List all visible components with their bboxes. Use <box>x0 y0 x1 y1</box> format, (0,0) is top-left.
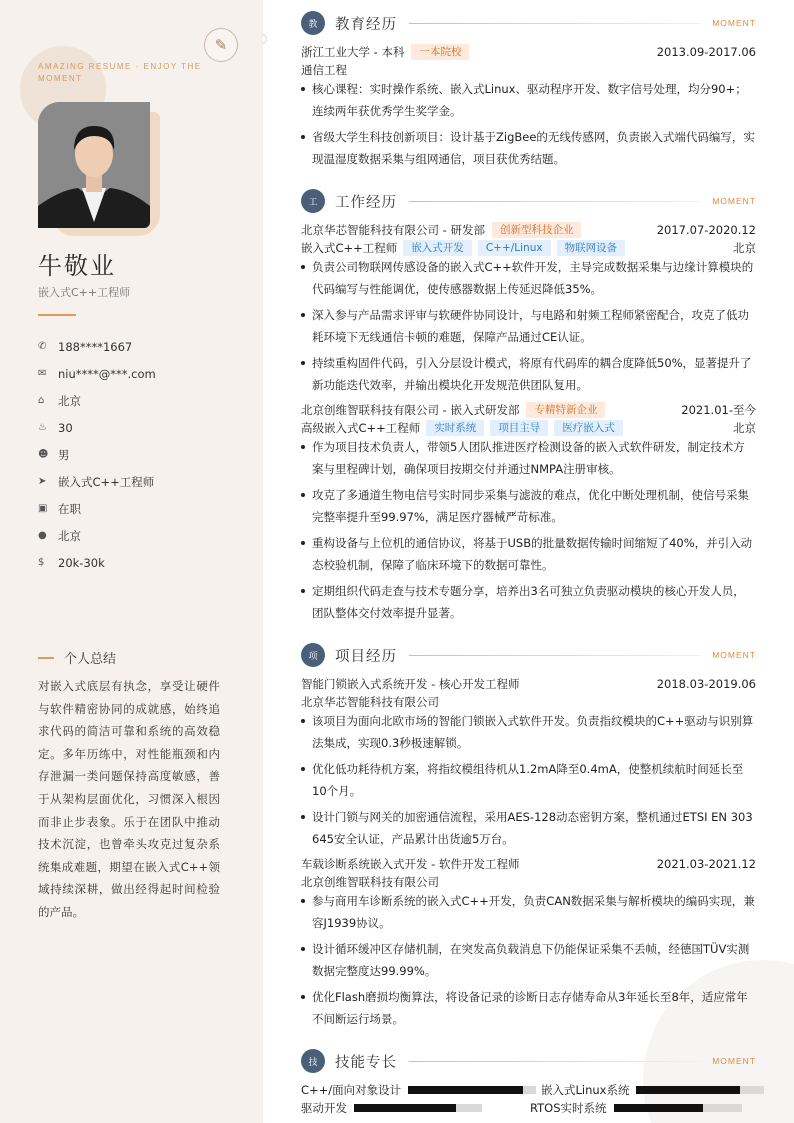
list-item: 攻克了多通道生物电信号实时同步采集与滤波的难点，优化中断处理机制，使信号采集完整率提升至99.97%，满足医疗器械严苛标准。 <box>301 484 756 528</box>
list-item: 该项目为面向北欧市场的智能门锁嵌入式软件开发。负责指纹模块的C++驱动与识别算法集成，实现0.3秒极速解锁。 <box>301 710 756 754</box>
education-bullets <box>301 78 756 174</box>
work-badge: 工 <box>301 189 325 213</box>
skill-level-fill <box>408 1086 523 1094</box>
target-role-value: 嵌入式C++工程师 <box>58 474 155 489</box>
work-section-header <box>301 188 756 214</box>
skill-name: 嵌入式Linux系统 <box>541 1083 630 1097</box>
job-role-row <box>301 419 756 437</box>
section-rule <box>409 201 700 202</box>
candidate-title: 嵌入式C++工程师 <box>38 286 131 299</box>
skills-badge: 技 <box>301 1049 325 1073</box>
project-bullets <box>301 710 756 854</box>
list-item: 重构设备与上位机的通信协议，将基于USB的批量数据传输时间缩短了40%，并引入动态校验机制，保障了临床环境下的数据可靠性。 <box>301 532 756 576</box>
info-phone <box>38 333 156 360</box>
education-date: 2013.09-2017.06 <box>656 45 756 59</box>
resume-tagline: AMAZING RESUME · ENJOY THE MOMENT <box>38 62 202 83</box>
money-icon: $ <box>38 557 45 568</box>
job-role-row <box>301 239 756 257</box>
skill-level-fill <box>614 1104 704 1112</box>
skill-level-bar <box>408 1086 536 1094</box>
job-city: 北京 <box>733 241 756 255</box>
list-item: 深入参与产品需求评审与软硬件协同设计，与电路和射频工程师紧密配合，攻克了低功耗环境下无线通信卡顿的难题，保障产品通过CE认证。 <box>301 304 756 348</box>
info-age <box>38 414 156 441</box>
education-section-header <box>301 10 756 36</box>
skill-name: RTOS实时系统 <box>530 1101 607 1115</box>
info-target-role <box>38 468 156 495</box>
job-city: 北京 <box>733 421 756 435</box>
candidate-name: 牛敬业 <box>38 252 116 280</box>
age-value: 30 <box>58 420 73 435</box>
project-company-row <box>301 873 756 891</box>
skill-level-bar <box>354 1104 482 1112</box>
skill-tag: 嵌入式开发 <box>403 240 472 256</box>
project-name: 智能门锁嵌入式系统开发 - 核心开发工程师 <box>301 677 520 691</box>
list-item: 负责公司物联网传感设备的嵌入式C++软件开发，主导完成数据采集与边缘计算模块的代码编写与性能调优，使传感器数据上传延迟降低35%。 <box>301 256 756 300</box>
moment-label: MOMENT <box>712 196 756 206</box>
skill-name: 驱动开发 <box>301 1101 347 1115</box>
section-rule <box>409 23 700 24</box>
send-icon: ➤ <box>38 476 47 487</box>
skill-level-bar <box>614 1104 742 1112</box>
skill-level-fill <box>636 1086 740 1094</box>
briefcase-icon: ▣ <box>38 503 48 514</box>
school-name: 浙江工业大学 - 本科 <box>301 45 405 59</box>
major: 通信工程 <box>301 63 347 77</box>
skill-tag: 物联网设备 <box>557 240 626 256</box>
list-item: 优化低功耗待机方案，将指纹模组待机从1.2mA降至0.4mA，使整机续航时间延长至10个月。 <box>301 758 756 802</box>
info-email <box>38 360 156 387</box>
list-item: 持续重构固件代码，引入分层设计模式，将原有代码库的耦合度降低50%，显著提升了新功能迭代效率，并输出模块化开发规范供团队复用。 <box>301 352 756 396</box>
job-company-tag: 专精特新企业 <box>526 402 605 418</box>
job-company-row <box>301 221 756 239</box>
skill-tag: 医疗嵌入式 <box>554 420 623 436</box>
residence-value: 北京 <box>58 393 81 408</box>
projects-section-header <box>301 642 756 668</box>
phone-value: 188****1667 <box>58 339 133 354</box>
work-title: 工作经历 <box>335 194 397 211</box>
mail-icon: ✉ <box>38 368 47 379</box>
skill-name: C++/面向对象设计 <box>301 1083 402 1097</box>
job-role: 嵌入式C++工程师 <box>301 241 398 255</box>
contact-info-list <box>38 333 156 576</box>
skill-level-bar <box>636 1086 764 1094</box>
home-icon: ⌂ <box>38 395 45 406</box>
education-major-row <box>301 61 756 79</box>
job-bullets <box>301 256 756 400</box>
moment-label: MOMENT <box>712 18 756 28</box>
project-company: 北京创维智联科技有限公司 <box>301 875 439 889</box>
project-name: 车载诊断系统嵌入式开发 - 软件开发工程师 <box>301 857 520 871</box>
list-item: 设计门锁与网关的加密通信流程，采用AES-128动态密钥方案，整机通过ETSI EN 303 645安全认证，产品累计出货逾5万台。 <box>301 806 756 850</box>
project-company: 北京华芯智能科技有限公司 <box>301 695 439 709</box>
skills-title: 技能专长 <box>335 1054 397 1071</box>
job-date: 2021.01-至今 <box>681 403 756 417</box>
summary-title: 个人总结 <box>64 652 117 667</box>
projects-badge: 项 <box>301 643 325 667</box>
summary-heading <box>38 648 116 667</box>
job-company-tag: 创新型科技企业 <box>492 222 582 238</box>
list-item: 定期组织代码走查与技术专题分享，培养出3名可独立负责驱动模块的核心开发人员，团队整体交付效率提升显著。 <box>301 580 756 624</box>
sidebar <box>0 0 263 1123</box>
summary-text: 对嵌入式底层有执念，享受让硬件与软件精密协同的成就感，始终追求代码的简洁可靠和系统的高效稳定。多年历练中，对性能瓶颈和内存泄漏一类问题保持高度敏感，善于从架构层面优化，习惯深入根因而非止步表象。乐于在团队中推动技术沉淀，也曾牵头攻克过复杂系统集成难题，期望在嵌入式C++领域持续深耕，做出经得起时间检验的产品。 <box>38 679 220 919</box>
project-date: 2021.03-2021.12 <box>656 857 756 871</box>
info-gender <box>38 441 156 468</box>
skills-section-header <box>301 1048 756 1074</box>
list-item: 优化Flash磨损均衡算法，将设备记录的诊断日志存储寿命从3年延长至8年，适应常年不间断运行场景。 <box>301 986 756 1030</box>
job-company: 北京华芯智能科技有限公司 - 研发部 <box>301 223 485 237</box>
moment-label: MOMENT <box>712 650 756 660</box>
school-tag: 一本院校 <box>411 44 469 60</box>
gender-icon: ☻ <box>38 449 49 460</box>
skill-level-fill <box>354 1104 456 1112</box>
portrait-illustration <box>38 102 150 228</box>
skill-item <box>301 1082 536 1098</box>
gender-value: 男 <box>58 447 70 462</box>
list-item: 参与商用车诊断系统的嵌入式C++开发，负责CAN数据采集与解析模块的编码实现，兼容J1939协议。 <box>301 890 756 934</box>
project-bullets <box>301 890 756 1034</box>
job-company: 北京创维智联科技有限公司 - 嵌入式研发部 <box>301 403 520 417</box>
project-company-row <box>301 693 756 711</box>
list-item: 设计循环缓冲区存储机制，在突发高负载消息下仍能保证采集不丢帧，经德国TÜV实测数据完整度达99.99%。 <box>301 938 756 982</box>
info-residence <box>38 387 156 414</box>
education-badge: 教 <box>301 11 325 35</box>
info-status <box>38 495 156 522</box>
location-pin-icon: ● <box>38 530 47 541</box>
project-name-row <box>301 855 756 873</box>
job-bullets <box>301 436 756 628</box>
info-target-city <box>38 522 156 549</box>
skill-item <box>541 1082 764 1098</box>
education-school-row <box>301 43 756 61</box>
accent-divider <box>38 314 76 316</box>
skill-tag: C++/Linux <box>478 240 551 256</box>
job-date: 2017.07-2020.12 <box>656 223 756 237</box>
section-rule <box>409 1061 700 1062</box>
list-item: 作为项目技术负责人，带领5人团队推进医疗检测设备的嵌入式软件研发，制定技术方案与里程碑计划，确保项目按期交付并通过NMPA注册审核。 <box>301 436 756 480</box>
cake-icon: ♨ <box>38 422 47 433</box>
email-value: niu****@***.com <box>58 366 156 381</box>
phone-icon: ✆ <box>38 341 47 352</box>
list-item: 省级大学生科技创新项目：设计基于ZigBee的无线传感网，负责嵌入式端代码编写，实现温湿度数据采集与组网通信，项目获优秀结题。 <box>301 126 756 170</box>
moment-label: MOMENT <box>712 1056 756 1066</box>
education-title: 教育经历 <box>335 16 397 33</box>
skill-item <box>301 1100 482 1116</box>
summary-accent-bar <box>38 657 54 659</box>
project-name-row <box>301 675 756 693</box>
profile-photo <box>38 102 150 228</box>
salary-value: 20k-30k <box>58 555 105 570</box>
section-rule <box>409 655 700 656</box>
skill-item <box>530 1100 742 1116</box>
status-value: 在职 <box>58 501 81 516</box>
projects-title: 项目经历 <box>335 648 397 665</box>
decorative-ring <box>263 34 267 44</box>
info-salary <box>38 549 156 576</box>
skill-tag: 项目主导 <box>490 420 548 436</box>
pen-logo-icon: ✎ <box>204 28 238 62</box>
skill-tag: 实时系统 <box>426 420 484 436</box>
job-role: 高级嵌入式C++工程师 <box>301 421 421 435</box>
target-city-value: 北京 <box>58 528 81 543</box>
main-content <box>263 0 794 1123</box>
project-date: 2018.03-2019.06 <box>656 677 756 691</box>
list-item: 核心课程：实时操作系统、嵌入式Linux、驱动程序开发、数字信号处理，均分90+；连续两年获优秀学生奖学金。 <box>301 78 756 122</box>
job-company-row <box>301 401 756 419</box>
